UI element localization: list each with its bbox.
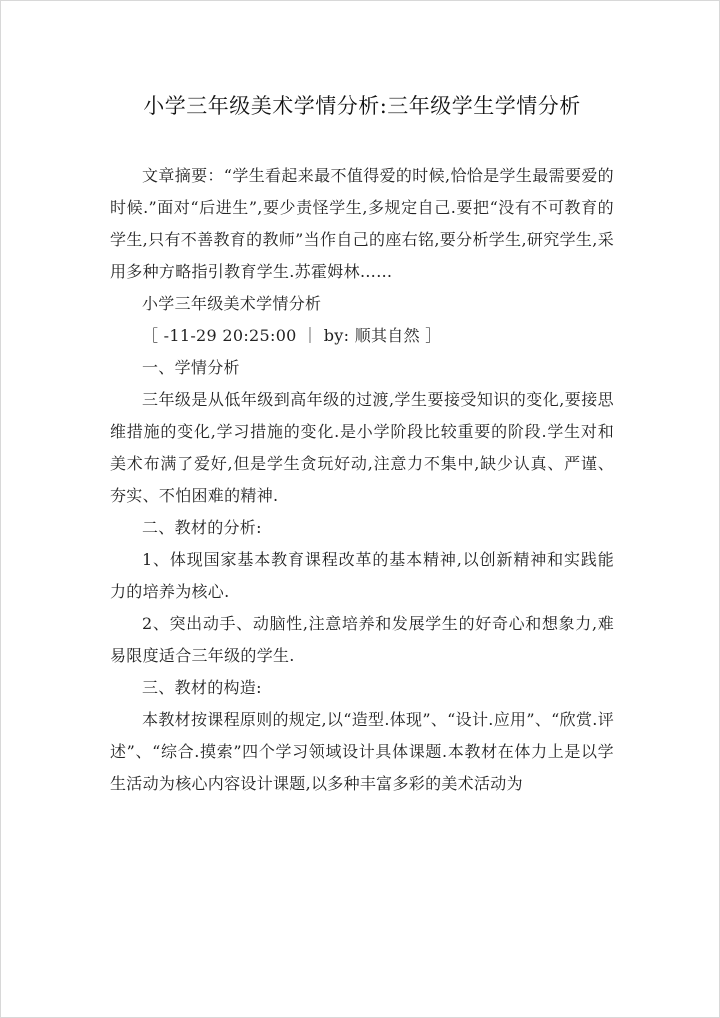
post-meta: ［ -11-29 20:25:00 ｜ by: 顺其自然 ］ — [142, 326, 442, 345]
section-heading-2: 二、教材的分析: — [142, 518, 262, 537]
document-body — [110, 160, 614, 800]
section-item-2-2: 2、突出动手、动脑性,注意培养和发展学生的好奇心和想象力,难易限度适合三年级的学生. — [110, 614, 614, 665]
page-title: 小学三年级美术学情分析:三年级学生学情分析 — [143, 94, 581, 118]
subtitle: 小学三年级美术学情分析 — [142, 294, 322, 313]
section-heading-1: 一、学情分析 — [142, 358, 240, 377]
abstract-paragraph: 文章摘要：“学生看起来最不值得爱的时候,恰恰是学生最需要爱的时候.”面对“后进生”,要少责怪学生,多规定自己.要把“没有不可教育的学生,只有不善教育的教师”当作自己的座右铭,要分析学生,研究学生,采用多种方略指引教育学生.苏霍姆林…… — [110, 166, 614, 281]
section-paragraph-1: 三年级是从低年级到高年级的过渡,学生要接受知识的变化,要接思维措施的变化,学习措施的变化.是小学阶段比较重要的阶段.学生对和美术布满了爱好,但是学生贪玩好动,注意力不集中,缺少认真、严谨、夯实、不怕困难的精神. — [110, 390, 614, 505]
section-paragraph-3: 本教材按课程原则的规定,以“造型.体现”、“设计.应用”、“欣赏.评述”、“综合.摸索”四个学习领域设计具体课题.本教材在体力上是以学生活动为核心内容设计课题,以多种丰富多彩的美术活动为 — [110, 710, 614, 793]
section-heading-3: 三、教材的构造: — [142, 678, 262, 697]
section-item-2-1: 1、体现国家基本教育课程改革的基本精神,以创新精神和实践能力的培养为核心. — [110, 550, 614, 601]
